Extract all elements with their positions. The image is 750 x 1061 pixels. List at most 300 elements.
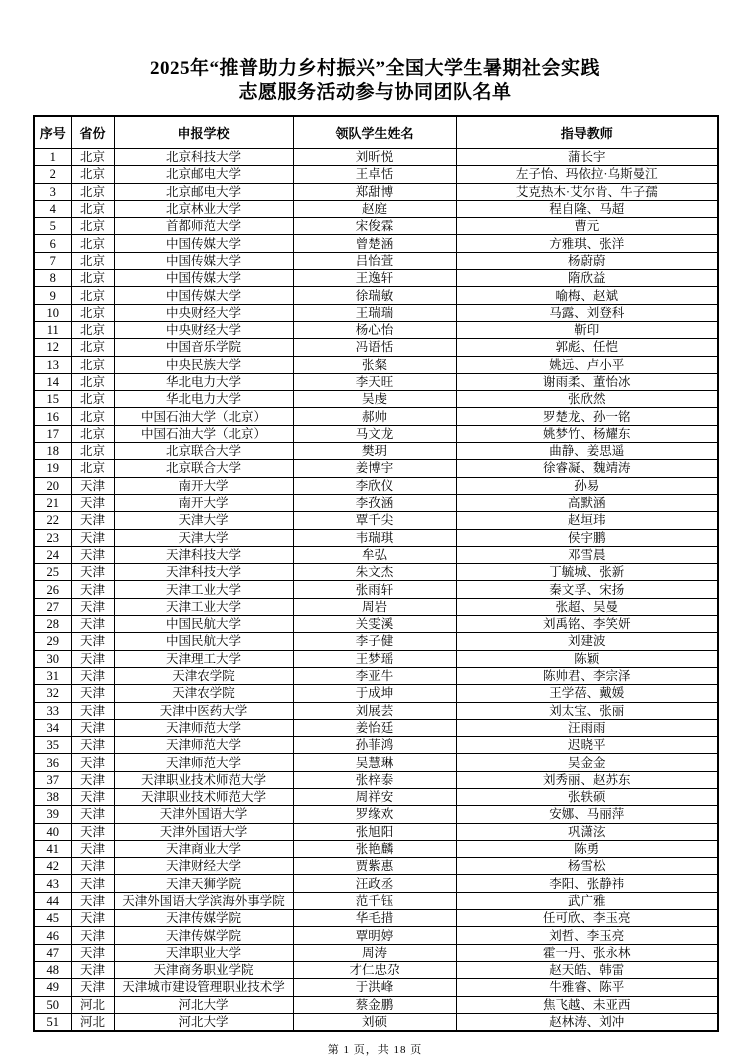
- advisors-cell: 马露、刘登科: [456, 304, 718, 321]
- school-cell: 中国传媒大学: [114, 287, 293, 304]
- leader-name-cell: 周岩: [293, 598, 456, 615]
- school-cell: 中国传媒大学: [114, 235, 293, 252]
- school-cell: 南开大学: [114, 494, 293, 511]
- province-cell: 北京: [71, 304, 114, 321]
- province-cell: 天津: [71, 685, 114, 702]
- leader-name-cell: 刘昕悦: [293, 149, 456, 166]
- row-number-cell: 4: [34, 200, 71, 217]
- advisors-cell: 张超、吴曼: [456, 598, 718, 615]
- row-number-cell: 36: [34, 754, 71, 771]
- row-number-cell: 30: [34, 650, 71, 667]
- table-row: [34, 685, 718, 702]
- advisors-cell: 徐睿凝、魏靖涛: [456, 460, 718, 477]
- row-number-cell: 5: [34, 218, 71, 235]
- school-cell: 天津大学: [114, 512, 293, 529]
- leader-name-cell: 覃明婷: [293, 927, 456, 944]
- row-number-cell: 10: [34, 304, 71, 321]
- school-cell: 首都师范大学: [114, 218, 293, 235]
- advisors-cell: 杨蔚蔚: [456, 252, 718, 269]
- advisors-cell: 曹元: [456, 218, 718, 235]
- page-title-line2: 志愿服务活动参与协同团队名单: [238, 82, 512, 103]
- advisors-cell: 焦飞越、未亚西: [456, 996, 718, 1013]
- advisors-cell: 刘秀丽、赵苏东: [456, 771, 718, 788]
- leader-name-cell: 李天旺: [293, 373, 456, 390]
- table-row: [34, 927, 718, 944]
- school-cell: 天津农学院: [114, 667, 293, 684]
- advisors-cell: 孙易: [456, 477, 718, 494]
- advisors-cell: 汪雨雨: [456, 719, 718, 736]
- advisors-cell: 姚远、卢小平: [456, 356, 718, 373]
- table-row: [34, 512, 718, 529]
- school-cell: 天津外国语大学: [114, 806, 293, 823]
- advisors-cell: 刘太宝、张丽: [456, 702, 718, 719]
- row-number-cell: 25: [34, 564, 71, 581]
- leader-name-cell: 刘硕: [293, 1013, 456, 1031]
- province-cell: 北京: [71, 166, 114, 183]
- province-cell: 天津: [71, 944, 114, 961]
- table-row: [34, 737, 718, 754]
- province-cell: 北京: [71, 391, 114, 408]
- leader-name-cell: 张旭阳: [293, 823, 456, 840]
- leader-name-cell: 宋俊霖: [293, 218, 456, 235]
- advisors-cell: 左子怡、玛依拉·乌斯曼江: [456, 166, 718, 183]
- header-province: 省份: [71, 116, 114, 149]
- advisors-cell: 侯宇鹏: [456, 529, 718, 546]
- row-number-cell: 29: [34, 633, 71, 650]
- school-cell: 天津城市建设管理职业技术学: [114, 979, 293, 996]
- row-number-cell: 14: [34, 373, 71, 390]
- page-title: [33, 57, 717, 105]
- province-cell: 北京: [71, 356, 114, 373]
- province-cell: 北京: [71, 443, 114, 460]
- province-cell: 天津: [71, 616, 114, 633]
- row-number-cell: 35: [34, 737, 71, 754]
- school-cell: 河北大学: [114, 1013, 293, 1031]
- advisors-cell: 靳印: [456, 321, 718, 338]
- table-row: [34, 287, 718, 304]
- province-cell: 天津: [71, 650, 114, 667]
- province-cell: 天津: [71, 512, 114, 529]
- advisors-cell: 任可欣、李玉亮: [456, 910, 718, 927]
- advisors-cell: 陈帅君、李宗泽: [456, 667, 718, 684]
- row-number-cell: 47: [34, 944, 71, 961]
- row-number-cell: 12: [34, 339, 71, 356]
- advisors-cell: 罗楚龙、孙一铭: [456, 408, 718, 425]
- leader-name-cell: 郝帅: [293, 408, 456, 425]
- advisors-cell: 艾克热木·艾尔肯、牛子孺: [456, 183, 718, 200]
- advisors-cell: 霍一丹、张永林: [456, 944, 718, 961]
- leader-name-cell: 覃千尖: [293, 512, 456, 529]
- table-row: [34, 218, 718, 235]
- row-number-cell: 18: [34, 443, 71, 460]
- school-cell: 天津农学院: [114, 685, 293, 702]
- leader-name-cell: 郑甜博: [293, 183, 456, 200]
- row-number-cell: 7: [34, 252, 71, 269]
- province-cell: 天津: [71, 581, 114, 598]
- school-cell: 天津科技大学: [114, 564, 293, 581]
- school-cell: 中国传媒大学: [114, 270, 293, 287]
- advisors-cell: 赵林涛、刘冲: [456, 1013, 718, 1031]
- leader-name-cell: 李亚牛: [293, 667, 456, 684]
- province-cell: 天津: [71, 633, 114, 650]
- school-cell: 南开大学: [114, 477, 293, 494]
- province-cell: 河北: [71, 1013, 114, 1031]
- table-row: [34, 200, 718, 217]
- leader-name-cell: 王卓恬: [293, 166, 456, 183]
- leader-name-cell: 孙菲鸿: [293, 737, 456, 754]
- table-row: [34, 910, 718, 927]
- row-number-cell: 46: [34, 927, 71, 944]
- row-number-cell: 45: [34, 910, 71, 927]
- table-row: [34, 166, 718, 183]
- advisors-cell: 郭彪、任恺: [456, 339, 718, 356]
- table-row: [34, 633, 718, 650]
- advisors-cell: 刘建波: [456, 633, 718, 650]
- table-row: [34, 840, 718, 857]
- row-number-cell: 38: [34, 788, 71, 805]
- leader-name-cell: 范千钰: [293, 892, 456, 909]
- advisors-cell: 王学蓓、戴媛: [456, 685, 718, 702]
- table-row: [34, 529, 718, 546]
- school-cell: 华北电力大学: [114, 373, 293, 390]
- table-row: [34, 667, 718, 684]
- province-cell: 天津: [71, 979, 114, 996]
- table-header: [34, 116, 718, 149]
- leader-name-cell: 于洪峰: [293, 979, 456, 996]
- table-row: [34, 373, 718, 390]
- province-cell: 天津: [71, 719, 114, 736]
- province-cell: 天津: [71, 667, 114, 684]
- row-number-cell: 41: [34, 840, 71, 857]
- province-cell: 北京: [71, 425, 114, 442]
- row-number-cell: 6: [34, 235, 71, 252]
- province-cell: 天津: [71, 477, 114, 494]
- leader-name-cell: 姜怡廷: [293, 719, 456, 736]
- leader-name-cell: 李孜涵: [293, 494, 456, 511]
- leader-name-cell: 张梓泰: [293, 771, 456, 788]
- school-cell: 天津理工大学: [114, 650, 293, 667]
- province-cell: 河北: [71, 996, 114, 1013]
- table-row: [34, 183, 718, 200]
- advisors-cell: 刘禹铭、李笑妍: [456, 616, 718, 633]
- leader-name-cell: 吴慧琳: [293, 754, 456, 771]
- header-advisors: 指导教师: [456, 116, 718, 149]
- school-cell: 北京科技大学: [114, 149, 293, 166]
- row-number-cell: 22: [34, 512, 71, 529]
- table-row: [34, 598, 718, 615]
- school-cell: 天津传媒学院: [114, 927, 293, 944]
- school-cell: 中国石油大学（北京）: [114, 408, 293, 425]
- leader-name-cell: 韦瑞琪: [293, 529, 456, 546]
- province-cell: 天津: [71, 823, 114, 840]
- advisors-cell: 张轶硕: [456, 788, 718, 805]
- school-cell: 中央财经大学: [114, 304, 293, 321]
- table-row: [34, 391, 718, 408]
- row-number-cell: 48: [34, 961, 71, 978]
- school-cell: 天津职业大学: [114, 944, 293, 961]
- table-row: [34, 408, 718, 425]
- table-row: [34, 425, 718, 442]
- province-cell: 天津: [71, 892, 114, 909]
- table-row: [34, 806, 718, 823]
- province-cell: 天津: [71, 754, 114, 771]
- row-number-cell: 27: [34, 598, 71, 615]
- table-row: [34, 719, 718, 736]
- table-row: [34, 339, 718, 356]
- province-cell: 北京: [71, 270, 114, 287]
- province-cell: 北京: [71, 408, 114, 425]
- advisors-cell: 曲静、姜思遥: [456, 443, 718, 460]
- leader-name-cell: 王逸轩: [293, 270, 456, 287]
- province-cell: 天津: [71, 858, 114, 875]
- page-number: 第 1 页，共 18 页: [327, 1044, 423, 1057]
- province-cell: 天津: [71, 875, 114, 892]
- advisors-cell: 赵天皓、韩雷: [456, 961, 718, 978]
- province-cell: 北京: [71, 235, 114, 252]
- table-row: [34, 460, 718, 477]
- table-row: [34, 356, 718, 373]
- table-row: [34, 892, 718, 909]
- leader-name-cell: 才仁忠尕: [293, 961, 456, 978]
- leader-name-cell: 吕怡萱: [293, 252, 456, 269]
- advisors-cell: 李阳、张静祎: [456, 875, 718, 892]
- table-row: [34, 650, 718, 667]
- school-cell: 中国民航大学: [114, 633, 293, 650]
- header-row: [34, 116, 718, 149]
- leader-name-cell: 汪政丞: [293, 875, 456, 892]
- leader-name-cell: 张艳麟: [293, 840, 456, 857]
- province-cell: 天津: [71, 494, 114, 511]
- row-number-cell: 50: [34, 996, 71, 1013]
- school-cell: 天津财经大学: [114, 858, 293, 875]
- header-row-number: 序号: [34, 116, 71, 149]
- leader-name-cell: 冯语恬: [293, 339, 456, 356]
- school-cell: 天津职业技术师范大学: [114, 771, 293, 788]
- province-cell: 北京: [71, 183, 114, 200]
- table-row: [34, 979, 718, 996]
- roster-table: [33, 115, 719, 1032]
- advisors-cell: 赵垣玮: [456, 512, 718, 529]
- leader-name-cell: 贾紫惠: [293, 858, 456, 875]
- school-cell: 天津工业大学: [114, 581, 293, 598]
- leader-name-cell: 周祥安: [293, 788, 456, 805]
- row-number-cell: 24: [34, 546, 71, 563]
- province-cell: 北京: [71, 321, 114, 338]
- row-number-cell: 34: [34, 719, 71, 736]
- row-number-cell: 19: [34, 460, 71, 477]
- row-number-cell: 37: [34, 771, 71, 788]
- province-cell: 天津: [71, 840, 114, 857]
- row-number-cell: 23: [34, 529, 71, 546]
- advisors-cell: 秦文孚、宋扬: [456, 581, 718, 598]
- province-cell: 天津: [71, 927, 114, 944]
- header-school: 申报学校: [114, 116, 293, 149]
- row-number-cell: 44: [34, 892, 71, 909]
- table-row: [34, 1013, 718, 1031]
- table-row: [34, 875, 718, 892]
- leader-name-cell: 王梦瑶: [293, 650, 456, 667]
- leader-name-cell: 周涛: [293, 944, 456, 961]
- leader-name-cell: 徐瑞敏: [293, 287, 456, 304]
- province-cell: 天津: [71, 564, 114, 581]
- province-cell: 天津: [71, 806, 114, 823]
- table-row: [34, 771, 718, 788]
- table-row: [34, 564, 718, 581]
- table-row: [34, 702, 718, 719]
- advisors-cell: 程自隆、马超: [456, 200, 718, 217]
- table-row: [34, 270, 718, 287]
- advisors-cell: 方雅琪、张洋: [456, 235, 718, 252]
- leader-name-cell: 李欣仪: [293, 477, 456, 494]
- advisors-cell: 谢雨柔、董怡冰: [456, 373, 718, 390]
- row-number-cell: 15: [34, 391, 71, 408]
- table-row: [34, 252, 718, 269]
- province-cell: 天津: [71, 771, 114, 788]
- row-number-cell: 8: [34, 270, 71, 287]
- province-cell: 天津: [71, 961, 114, 978]
- advisors-cell: 迟晓平: [456, 737, 718, 754]
- row-number-cell: 3: [34, 183, 71, 200]
- advisors-cell: 杨雪松: [456, 858, 718, 875]
- leader-name-cell: 樊玥: [293, 443, 456, 460]
- province-cell: 天津: [71, 598, 114, 615]
- advisors-cell: 张欣然: [456, 391, 718, 408]
- table-row: [34, 823, 718, 840]
- province-cell: 天津: [71, 737, 114, 754]
- row-number-cell: 31: [34, 667, 71, 684]
- province-cell: 北京: [71, 339, 114, 356]
- school-cell: 北京联合大学: [114, 443, 293, 460]
- row-number-cell: 9: [34, 287, 71, 304]
- advisors-cell: 蒲长宇: [456, 149, 718, 166]
- school-cell: 天津科技大学: [114, 546, 293, 563]
- row-number-cell: 28: [34, 616, 71, 633]
- table-row: [34, 494, 718, 511]
- school-cell: 中央民族大学: [114, 356, 293, 373]
- school-cell: 天津天狮学院: [114, 875, 293, 892]
- table-row: [34, 858, 718, 875]
- school-cell: 天津工业大学: [114, 598, 293, 615]
- leader-name-cell: 曾楚涵: [293, 235, 456, 252]
- row-number-cell: 33: [34, 702, 71, 719]
- advisors-cell: 高默涵: [456, 494, 718, 511]
- table-row: [34, 443, 718, 460]
- advisors-cell: 刘哲、李玉亮: [456, 927, 718, 944]
- page-title-line1: 2025年“推普助力乡村振兴”全国大学生暑期社会实践: [149, 58, 600, 79]
- leader-name-cell: 杨心怡: [293, 321, 456, 338]
- school-cell: 中国民航大学: [114, 616, 293, 633]
- school-cell: 天津中医药大学: [114, 702, 293, 719]
- leader-name-cell: 蔡金鹏: [293, 996, 456, 1013]
- province-cell: 天津: [71, 788, 114, 805]
- advisors-cell: 陈颖: [456, 650, 718, 667]
- advisors-cell: 喻梅、赵斌: [456, 287, 718, 304]
- table-row: [34, 754, 718, 771]
- row-number-cell: 26: [34, 581, 71, 598]
- leader-name-cell: 罗缘欢: [293, 806, 456, 823]
- row-number-cell: 1: [34, 149, 71, 166]
- leader-name-cell: 牟弘: [293, 546, 456, 563]
- table-row: [34, 961, 718, 978]
- advisors-cell: 武广雅: [456, 892, 718, 909]
- table-body: [34, 149, 718, 1032]
- leader-name-cell: 朱文杰: [293, 564, 456, 581]
- advisors-cell: 姚梦竹、杨耀东: [456, 425, 718, 442]
- school-cell: 中国音乐学院: [114, 339, 293, 356]
- advisors-cell: 巩潇泫: [456, 823, 718, 840]
- leader-name-cell: 张粲: [293, 356, 456, 373]
- province-cell: 北京: [71, 373, 114, 390]
- school-cell: 天津职业技术师范大学: [114, 788, 293, 805]
- leader-name-cell: 姜博宇: [293, 460, 456, 477]
- row-number-cell: 32: [34, 685, 71, 702]
- row-number-cell: 39: [34, 806, 71, 823]
- row-number-cell: 42: [34, 858, 71, 875]
- school-cell: 天津商业大学: [114, 840, 293, 857]
- row-number-cell: 17: [34, 425, 71, 442]
- table-row: [34, 304, 718, 321]
- table-row: [34, 321, 718, 338]
- row-number-cell: 40: [34, 823, 71, 840]
- school-cell: 华北电力大学: [114, 391, 293, 408]
- school-cell: 中国传媒大学: [114, 252, 293, 269]
- school-cell: 天津商务职业学院: [114, 961, 293, 978]
- province-cell: 天津: [71, 702, 114, 719]
- row-number-cell: 11: [34, 321, 71, 338]
- row-number-cell: 43: [34, 875, 71, 892]
- advisors-cell: 邓雪晨: [456, 546, 718, 563]
- advisors-cell: 安娜、马丽萍: [456, 806, 718, 823]
- school-cell: 天津大学: [114, 529, 293, 546]
- province-cell: 天津: [71, 529, 114, 546]
- table-row: [34, 788, 718, 805]
- province-cell: 北京: [71, 200, 114, 217]
- province-cell: 北京: [71, 287, 114, 304]
- school-cell: 中央财经大学: [114, 321, 293, 338]
- leader-name-cell: 马文龙: [293, 425, 456, 442]
- table-row: [34, 149, 718, 166]
- advisors-cell: 隋欣益: [456, 270, 718, 287]
- table-row: [34, 477, 718, 494]
- table-row: [34, 616, 718, 633]
- advisors-cell: 吴金金: [456, 754, 718, 771]
- advisors-cell: 丁毓城、张新: [456, 564, 718, 581]
- leader-name-cell: 张雨轩: [293, 581, 456, 598]
- school-cell: 河北大学: [114, 996, 293, 1013]
- school-cell: 北京林业大学: [114, 200, 293, 217]
- province-cell: 北京: [71, 460, 114, 477]
- header-leader-name: 领队学生姓名: [293, 116, 456, 149]
- table-row: [34, 546, 718, 563]
- row-number-cell: 49: [34, 979, 71, 996]
- school-cell: 天津师范大学: [114, 719, 293, 736]
- school-cell: 北京邮电大学: [114, 166, 293, 183]
- row-number-cell: 21: [34, 494, 71, 511]
- advisors-cell: 牛雅睿、陈平: [456, 979, 718, 996]
- leader-name-cell: 刘展芸: [293, 702, 456, 719]
- table-row: [34, 235, 718, 252]
- leader-name-cell: 王瑞瑞: [293, 304, 456, 321]
- school-cell: 天津师范大学: [114, 737, 293, 754]
- leader-name-cell: 于成坤: [293, 685, 456, 702]
- province-cell: 北京: [71, 149, 114, 166]
- school-cell: 天津师范大学: [114, 754, 293, 771]
- table-row: [34, 944, 718, 961]
- leader-name-cell: 吴虔: [293, 391, 456, 408]
- school-cell: 北京联合大学: [114, 460, 293, 477]
- advisors-cell: 陈勇: [456, 840, 718, 857]
- table-row: [34, 996, 718, 1013]
